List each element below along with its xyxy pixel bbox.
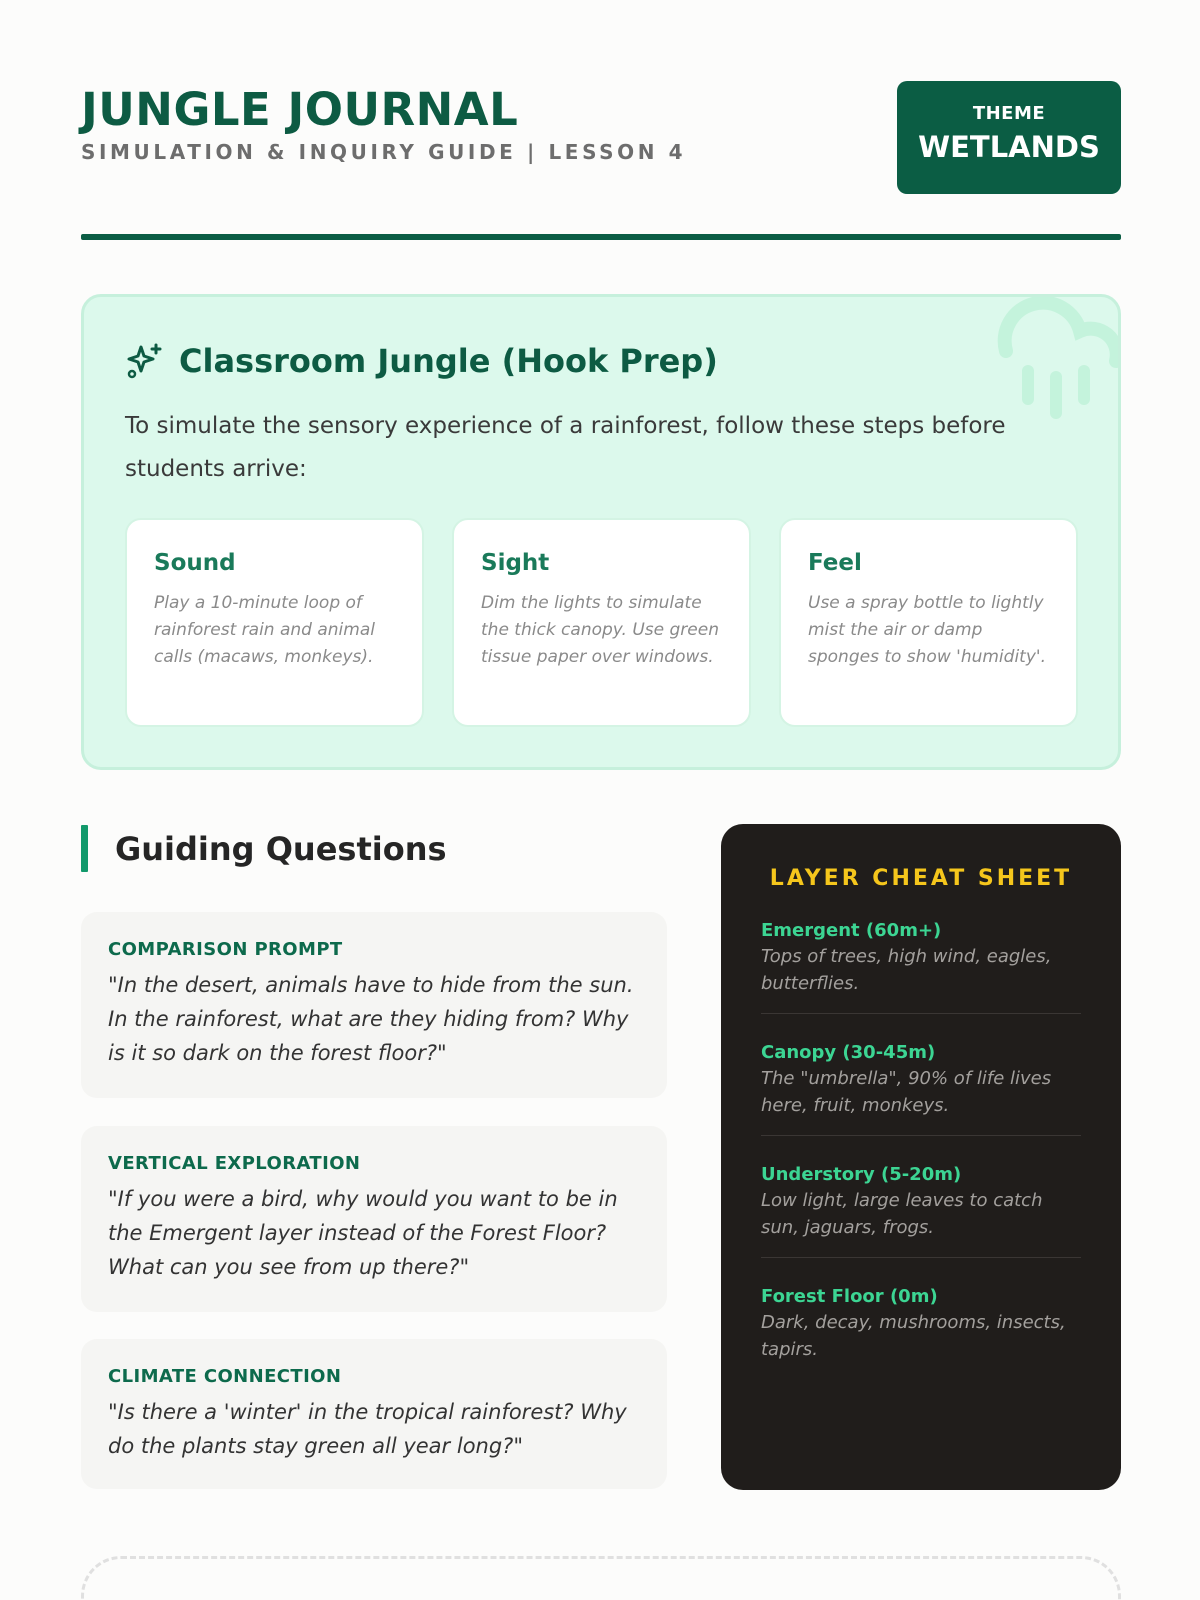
page-title: JUNGLE JOURNAL [81, 83, 519, 136]
layer-desc: Dark, decay, mushrooms, insects, tapirs. [761, 1312, 1066, 1360]
cheat-sheet-title: LAYER CHEAT SHEET [769, 866, 1073, 891]
question-text: "In the desert, animals have to hide from the sun. In the rainforest, what are they hiding from? Why is it so dark on the forest floor?" [108, 973, 634, 1065]
theme-value: WETLANDS [918, 130, 1100, 164]
worksheet-page [81, 0, 1121, 1600]
layer-name: Understory (5-20m) [761, 1164, 962, 1185]
hook-heading [125, 341, 718, 381]
hook-intro: To simulate the sensory experience of a rainforest, follow these steps before students arrive: [125, 413, 1006, 482]
question-label: VERTICAL EXPLORATION [108, 1153, 361, 1174]
question-label: CLIMATE CONNECTION [108, 1366, 342, 1387]
layer-desc: Tops of trees, high wind, eagles, butterflies. [761, 946, 1052, 994]
guiding-questions-heading [81, 825, 447, 872]
theme-badge [897, 81, 1121, 194]
question-card-climate [81, 1339, 667, 1489]
sense-card-text: Dim the lights to simulate the thick canopy. Use green tissue paper over windows. [481, 593, 719, 667]
sense-card-text: Use a spray bottle to lightly mist the air or damp sponges to show 'humidity'. [808, 593, 1046, 667]
sense-card-text: Play a 10-minute loop of rainforest rain and animal calls (macaws, monkeys). [154, 593, 375, 667]
sense-card-feel [779, 518, 1078, 727]
sense-card-title: Feel [808, 550, 862, 576]
sense-card-title: Sound [154, 550, 236, 576]
question-card-comparison [81, 912, 667, 1098]
layer-desc: The "umbrella", 90% of life lives here, fruit, monkeys. [761, 1068, 1052, 1116]
header-divider [81, 234, 1121, 240]
layer-forest-floor [761, 1258, 1081, 1379]
hook-prep-panel [81, 294, 1121, 770]
sense-cards [125, 518, 1078, 727]
sparkle-icon [125, 341, 165, 381]
sense-card-sight [452, 518, 751, 727]
layer-name: Forest Floor (0m) [761, 1286, 938, 1307]
heading-accent-bar [81, 825, 88, 872]
sense-card-sound [125, 518, 424, 727]
question-label: COMPARISON PROMPT [108, 939, 343, 960]
question-card-vertical [81, 1126, 667, 1312]
page-subtitle: SIMULATION & INQUIRY GUIDE | LESSON 4 [81, 140, 687, 164]
layer-emergent [761, 919, 1081, 1014]
question-text: "Is there a 'winter' in the tropical rainforest? Why do the plants stay green all year long?" [108, 1400, 627, 1458]
hook-title: Classroom Jungle (Hook Prep) [179, 342, 718, 380]
guiding-questions-title: Guiding Questions [115, 829, 447, 868]
header-brand [81, 84, 686, 164]
theme-label: THEME [972, 103, 1046, 124]
question-text: "If you were a bird, why would you want to be in the Emergent layer instead of the Forest Floor? What can you see from up there?" [108, 1187, 618, 1279]
layer-name: Emergent (60m+) [761, 920, 942, 941]
layer-cheat-sheet [721, 824, 1121, 1490]
layer-desc: Low light, large leaves to catch sun, jaguars, frogs. [761, 1190, 1043, 1238]
sense-card-title: Sight [481, 550, 550, 576]
layer-canopy [761, 1014, 1081, 1136]
notes-area [81, 1556, 1121, 1600]
layer-understory [761, 1136, 1081, 1258]
layer-name: Canopy (30-45m) [761, 1042, 936, 1063]
